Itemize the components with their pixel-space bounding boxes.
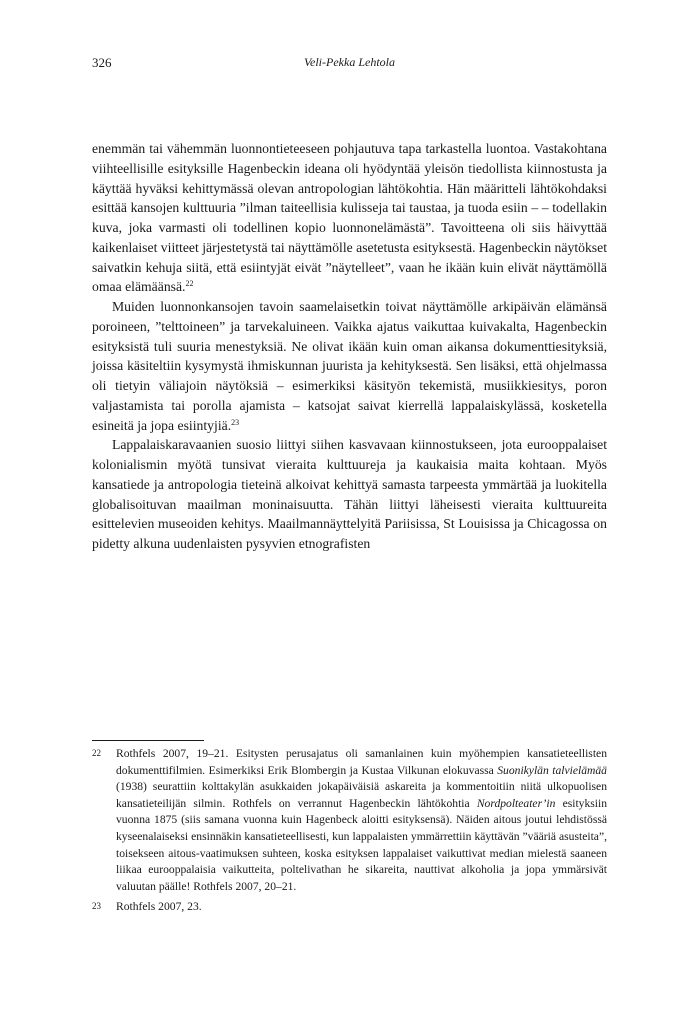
footnote-text-part: Rothfels 2007, 19–21. Esitysten perusajatus oli samanlainen kuin myöhempien kansatieteellisten dokumenttifilmien. Esimerkiksi Erik Blombergin ja Kustaa Vilkunan elokuvassa: [116, 747, 607, 777]
footnote-separator: [92, 740, 204, 741]
footnote-number: 23: [92, 901, 101, 912]
footnote-number: 22: [92, 748, 101, 758]
footnote-text: [116, 899, 607, 916]
footnote-22: [92, 746, 607, 895]
running-head: [92, 55, 607, 73]
paragraph-1: [92, 139, 607, 297]
footnote-text-part: Rothfels 2007, 23.: [116, 900, 202, 914]
footnote-text: [116, 746, 607, 895]
body-text: [92, 139, 607, 554]
theatre-name: Nordpolteater’in: [476, 796, 556, 810]
paragraph-3: [92, 435, 607, 554]
footnote-23: [92, 899, 607, 916]
paragraph-1-text: enemmän tai vähemmän luonnontieteeseen pohjautuva tapa tarkastella luontoa. Vastakohtana viihteellisille esityksille Hagenbeckin ideana oli hyödyntää yleisön tiedollista kiinnostusta ja käyttää hyväksi kehittymässä olevan antropologian lähtökohtia. Hän määritteli lähtökohdaksi esittää kansojen kulttuuria ”ilman taiteellisia kulisseja tai taustaa, ja tuoda esiin – – todellakin kuva, joka varmasti oli todellinen kopio luonnonelämästä”. Tavoitteena oli siis häivyttää kaikenlaiset viitteet järjestetystä tai näyttämölle asetetusta esityksestä. Hagenbeckin näytökset saivatkin kehuja siitä, että esiintyjät eivät ”näytelleet”, vaan he ikään kuin elivät näyttämöllä omaa elämäänsä.: [92, 141, 608, 295]
footnote-text-part: esityksiin vuonna 1875 (siis samana vuonna kuin Hagenbeck aloitti esityksensä). Näiden aitous joutui lehdistössä kyseenalaiseksi ensinnäkin kansatieteellisesti, kun lappalaisten ymmärrettiin käyttävän ”vääriä asusteita”, toisekseen aitous-vaatimuksen suhteen, koska esityksen lappalaiset vaikuttivat median mielestä saaneen liikaa eurooppalaisia vaikutteita, poltelivathan he sikareita, nauttivat alkoholia ja jopa ymmärsivät valuutan päälle! Rothfels 2007, 20–21.: [116, 796, 608, 893]
paragraph-3-text: Lappalaiskaravaanien suosio liittyi siihen kasvavaan kiinnostukseen, jota eurooppalaiset kolonialismin myötä tunsivat vieraita kulttuureja ja kaukaisia maita kohtaan. Myös kansatiede ja antropologia tieteinä alkoivat kehittyä samasta tarpeesta ymmärtää ja luokitella globalisoituvan maailman moninaisuutta. Tähän liittyi läheisesti vieraita kulttuureita esittelevien museoiden kehitys. Maailmannäyttelyitä Pariisissa, St Louisissa ja Chicagossa on pidetty alkuna uudenlaisten pysyvien etnografisten: [92, 437, 607, 551]
footnote-ref-23[interactable]: 23: [231, 417, 240, 427]
footnotes: [92, 746, 607, 920]
paragraph-2-text: Muiden luonnonkansojen tavoin saamelaisetkin toivat näyttämölle arkipäivän elämänsä poroineen, ”telttoineen” ja tarvekaluineen. Vaikka ajatus vaikuttaa kuivakalta, Hagenbeckin esityksistä tuli suuria menestyksiä. Ne olivat ikään kuin oman aikansa dokumenttiesityksiä, joissa käsiteltiin kysymystä ihmiskunnan juurista ja kehityksestä. Sen lisäksi, että ohjelmassa oli tietyin väliajoin näytöksiä – esimerkiksi käsityön tekemistä, musiikkiesitys, poron valjastamista tai porolla ajamista – katsojat saivat kierrellä lappalaiskylässä, kosketella esineitä ja jopa esiintyjiä.: [92, 299, 607, 433]
page-number: 326: [92, 55, 112, 70]
film-title: Suonikylän talvielämää: [497, 763, 607, 777]
footnote-text-part: (1938) seurattiin kolttakylän asukkaiden jokapäiväisiä askareita ja kommentoitiin niitä ulkopuolisen kansatieteilijän silmin. Rothfels on verrannut Hagenbeckin lähtökohtia: [116, 780, 607, 810]
footnote-ref-22[interactable]: 22: [185, 279, 194, 289]
running-head-author: Veli-Pekka Lehtola: [304, 55, 395, 69]
paragraph-2: [92, 297, 607, 435]
